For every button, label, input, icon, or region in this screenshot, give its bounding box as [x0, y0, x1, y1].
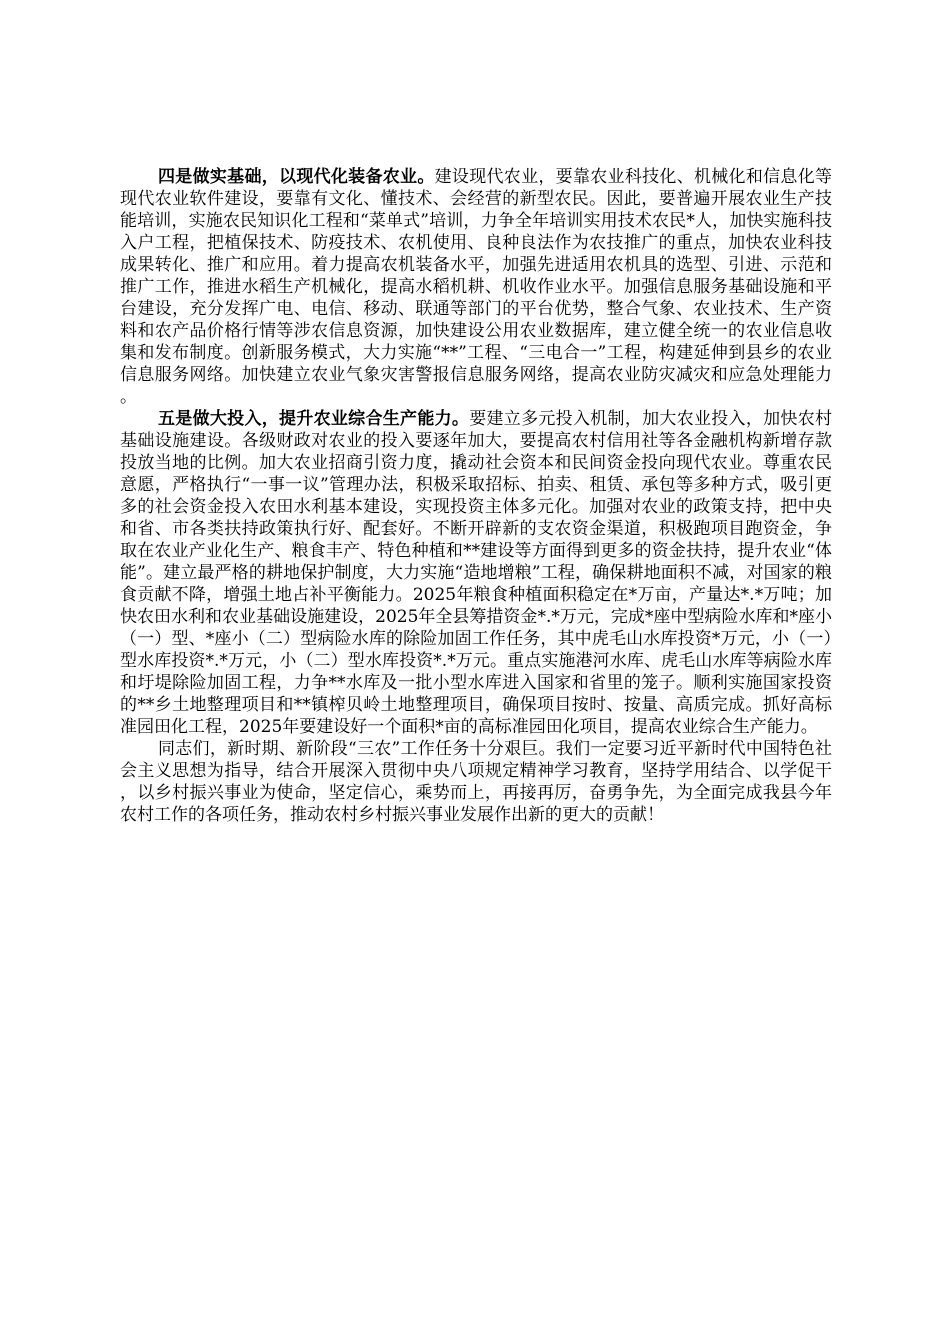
paragraph-closing	[120, 738, 832, 826]
paragraph-text: 要建立多元投入机制，加大农业投入，加快农村基础设施建设。各级财政对农业的投入要逐年加大，要提高农村信用社等各金融机构新增存款投放当地的比例。加大农业招商引资力度，撬动社会资本和民间资金投向现代农业。尊重农民意愿，严格执行“一事一议”管理办法，积极采取招标、拍卖、租赁、承包等多种方式，吸引更多的社会资金投入农田水利基本建设，实现投资主体多元化。加强对农业的政策支持，把中央和省、市各类扶持政策执行好、配套好。不断开辟新的支农资金渠道，积极跑项目跑资金，争取在农业产业化生产、粮食丰产、特色种植和**建设等方面得到更多的资金扶持，提升农业“体能”。建立最严格的耕地保护制度，大力实施“造地增粮”工程，确保耕地面积不减，对国家的粮食贡献不降，增强土地占补平衡能力。2025年粮食种植面积稳定在*万亩，产量达*.*万吨；加快农田水利和农业基础设施建设，2025年全县筹措资金*.*万元，完成*座中型病险水库和*座小（一）型、*座小（二）型病险水库的除险加固工作任务，其中虎毛山水库投资*万元，小（一）型水库投资*.*万元，小（二）型水库投资*.*万元。重点实施港河水库、虎毛山水库等病险水库和圩堤除险加固工程，力争**水库及一批小型水库进入国家和省里的笼子。顺利实施国家投资的**乡土地整理项目和**镇榨贝岭土地整理项目，确保项目按时、按量、高质完成。抓好高标准园田化工程，2025年要建设好一个面积*亩的高标准园田化项目，提高农业综合生产能力。	[120, 409, 833, 737]
paragraph-heading: 五是做大投入，提升农业综合生产能力。	[158, 409, 470, 429]
paragraph-heading: 四是做实基础，以现代化装备农业。	[158, 167, 435, 187]
document-body	[120, 166, 832, 826]
paragraph-foundation	[120, 166, 832, 408]
paragraph-text: 同志们，新时期、新阶段“三农”工作任务十分艰巨。我们一定要习近平新时代中国特色社会主义思想为指导，结合开展深入贯彻中央八项规定精神学习教育，坚持学用结合、以学促干，以乡村振兴事业为使命，坚定信心，乘势而上，再接再厉，奋勇争先，为全面完成我县今年农村工作的各项任务，推动农村乡村振兴事业发展作出新的更大的贡献！	[120, 739, 832, 825]
paragraph-investment	[120, 408, 832, 738]
paragraph-text: 建设现代农业，要靠农业科技化、机械化和信息化等现代农业软件建设，要靠有文化、懂技术、会经营的新型农民。因此，要普遍开展农业生产技能培训，实施农民知识化工程和“菜单式”培训，力争全年培训实用技术农民*人，加快实施科技入户工程，把植保技术、防疫技术、农机使用、良种良法作为农技推广的重点，加快农业科技成果转化、推广和应用。着力提高农机装备水平，加强先进适用农机具的选型、引进、示范和推广工作，推进水稻生产机械化，提高水稻机耕、机收作业水平。加强信息服务基础设施和平台建设，充分发挥广电、电信、移动、联通等部门的平台优势，整合气象、农业技术、生产资料和农产品价格行情等涉农信息资源，加快建设公用农业数据库，建立健全统一的农业信息收集和发布制度。创新服务模式，大力实施“**”工程、“三电合一”工程，构建延伸到县乡的农业信息服务网络。加快建立农业气象灾害警报信息服务网络，提高农业防灾减灾和应急处理能力。	[120, 167, 833, 407]
